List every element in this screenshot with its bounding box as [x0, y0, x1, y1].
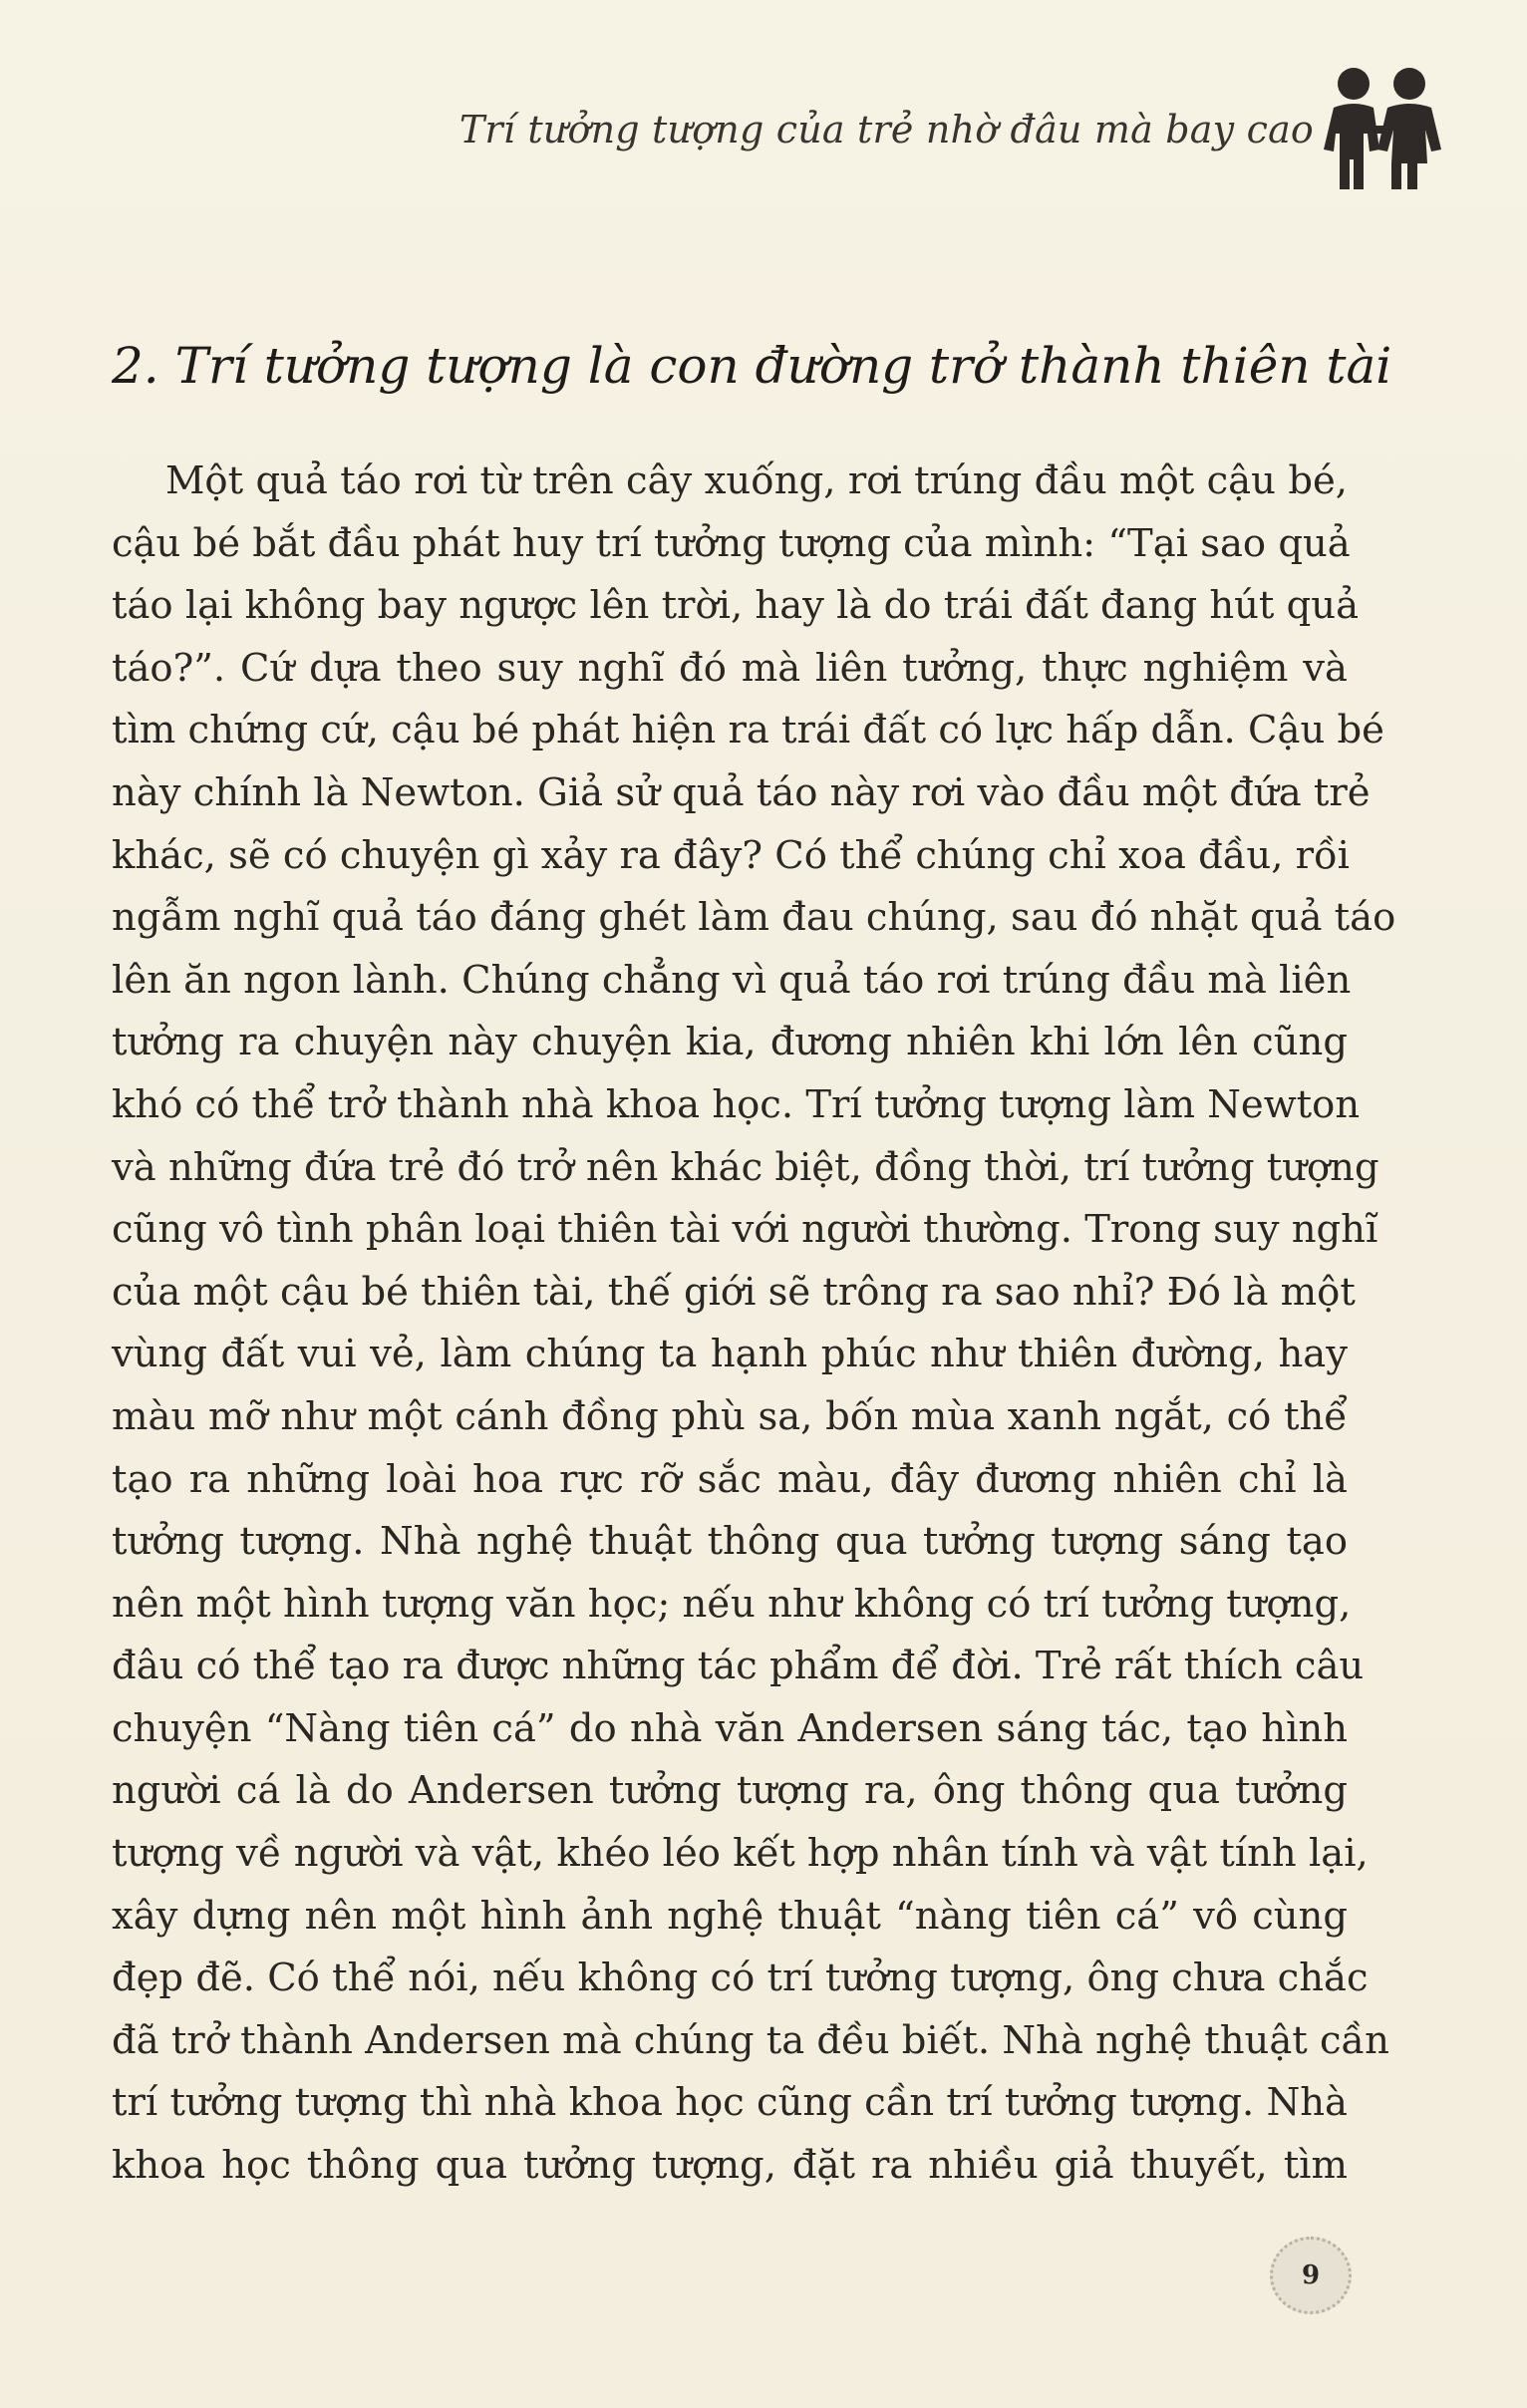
- text-line: khác, sẽ có chuyện gì xảy ra đây? Có thể chúng chỉ xoa đầu, rồi: [112, 832, 1350, 878]
- text-line: lên ăn ngon lành. Chúng chẳng vì quả táo rơi trúng đầu mà liên: [112, 957, 1352, 1003]
- text-line: và những đứa trẻ đó trở nên khác biệt, đồng thời, trí tưởng tượng: [112, 1144, 1379, 1190]
- text-line: đâu có thể tạo ra được những tác phẩm để đời. Trẻ rất thích câu: [112, 1644, 1365, 1689]
- text-line: chuyện “Nàng tiên cá” do nhà văn Andersen sáng tác, tạo hình: [112, 1705, 1348, 1751]
- text-line: Một quả táo rơi từ trên cây xuống, rơi trúng đầu một cậu bé,: [165, 458, 1348, 503]
- page-number: 9: [1301, 2260, 1321, 2290]
- text-line: cậu bé bắt đầu phát huy trí tưởng tượng của mình: “Tại sao quả: [112, 520, 1351, 566]
- text-line: xây dựng nên một hình ảnh nghệ thuật “nàng tiên cá” vô cùng: [112, 1893, 1348, 1939]
- section-title: 2. Trí tưởng tượng là con đường trở thành thiên tài: [112, 337, 1392, 395]
- body-paragraph: [112, 451, 1396, 2198]
- text-line: đã trở thành Andersen mà chúng ta đều biết. Nhà nghệ thuật cần: [112, 2017, 1389, 2063]
- text-line: táo?”. Cứ dựa theo suy nghĩ đó mà liên tưởng, thực nghiệm và: [112, 645, 1348, 691]
- text-line: vùng đất vui vẻ, làm chúng ta hạnh phúc như thiên đường, hay: [112, 1332, 1348, 1377]
- text-line: tượng về người và vật, khéo léo kết hợp nhân tính và vật tính lại,: [112, 1831, 1369, 1877]
- children-icon: [1314, 64, 1449, 195]
- text-line: khó có thể trở thành nhà khoa học. Trí tưởng tượng làm Newton: [112, 1081, 1361, 1127]
- text-line: tạo ra những loài hoa rực rỡ sắc màu, đây đương nhiên chỉ là: [112, 1456, 1348, 1502]
- text-line: nên một hình tượng văn học; nếu như không có trí tưởng tượng,: [112, 1581, 1352, 1627]
- text-line: tưởng tượng. Nhà nghệ thuật thông qua tưởng tượng sáng tạo: [112, 1519, 1348, 1565]
- text-line: này chính là Newton. Giả sử quả táo này rơi vào đầu một đứa trẻ: [112, 769, 1371, 815]
- running-header-title: Trí tưởng tượng của trẻ nhờ đâu mà bay cao: [458, 108, 1314, 151]
- text-line: khoa học thông qua tưởng tượng, đặt ra nhiều giả thuyết, tìm: [112, 2143, 1348, 2189]
- text-line: người cá là do Andersen tưởng tượng ra, ông thông qua tưởng: [112, 1768, 1348, 1814]
- page-number-badge: [1270, 2237, 1352, 2314]
- text-line: táo lại không bay ngược lên trời, hay là do trái đất đang hút quả: [112, 583, 1360, 629]
- text-line: cũng vô tình phân loại thiên tài với người thường. Trong suy nghĩ: [112, 1207, 1378, 1253]
- text-line: ngẫm nghĩ quả táo đáng ghét làm đau chúng, sau đó nhặt quả táo: [112, 895, 1396, 941]
- text-line: màu mỡ như một cánh đồng phù sa, bốn mùa xanh ngắt, có thể: [112, 1393, 1348, 1439]
- text-line: tìm chứng cứ, cậu bé phát hiện ra trái đất có lực hấp dẫn. Cậu bé: [112, 708, 1384, 753]
- text-line: của một cậu bé thiên tài, thế giới sẽ trông ra sao nhỉ? Đó là một: [112, 1269, 1356, 1315]
- text-line: đẹp đẽ. Có thể nói, nếu không có trí tưởng tượng, ông chưa chắc: [112, 1956, 1369, 2001]
- text-line: tưởng ra chuyện này chuyện kia, đương nhiên khi lớn lên cũng: [112, 1020, 1348, 1065]
- text-line: trí tưởng tượng thì nhà khoa học cũng cần trí tưởng tượng. Nhà: [112, 2080, 1348, 2126]
